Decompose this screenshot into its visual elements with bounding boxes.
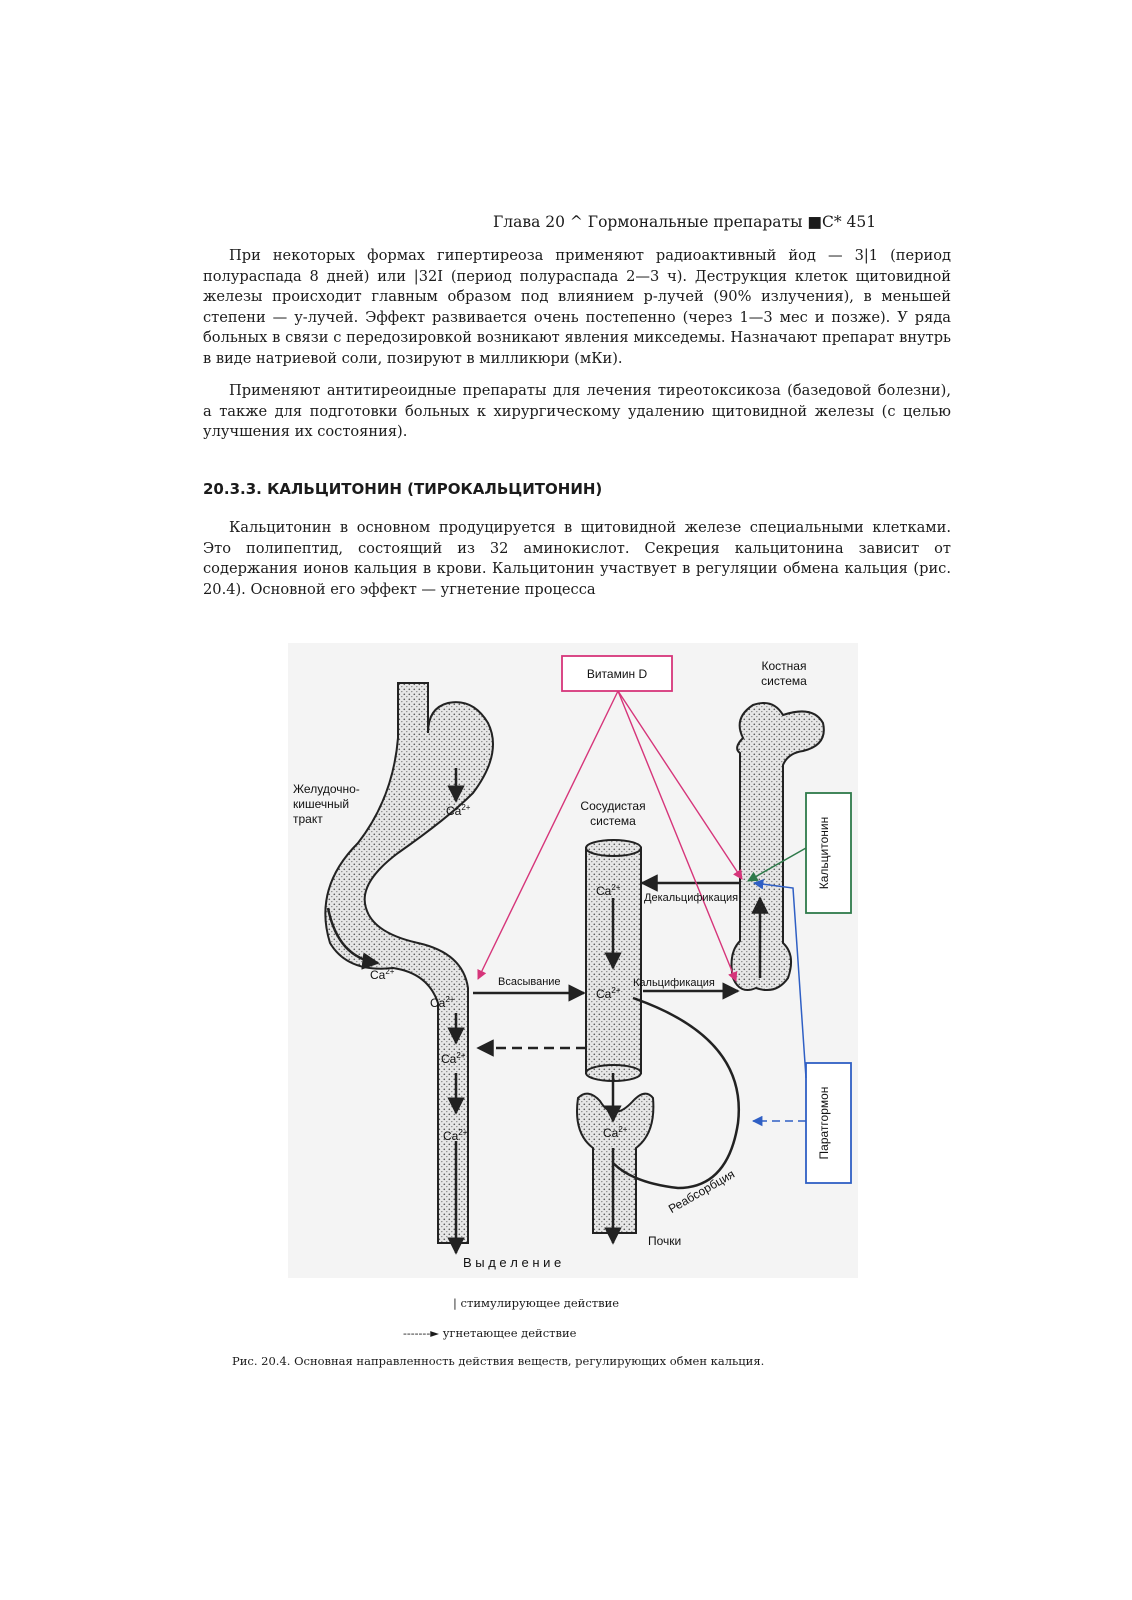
calcification-label: Кальцификация — [633, 977, 715, 989]
ca-label-vessel-top: $Ca^{2+}$ — [596, 883, 621, 898]
legend-inhibiting — [403, 1326, 576, 1340]
absorption-label: Всасывание — [498, 976, 561, 988]
parathormone-label: Паратгормон — [817, 1086, 831, 1160]
vascular-label-1: Сосудистая — [580, 799, 646, 813]
page-header: Глава 20 ^ Гормональные препараты ■С* 451 — [493, 213, 877, 231]
calcitonin-label: Кальцитонин — [817, 816, 831, 890]
bone-system-label-2: система — [761, 674, 807, 688]
ca-label-vessel-mid: $Ca^{2+}$ — [596, 986, 621, 1001]
paragraph-3-text: Кальцитонин в основном продуцируется в щитовидной железе специальными клетками. Это полипептид, состоящий из 32 аминокислот. Секреция кальцитонина зависит от содержания ионов кальция в крови. Кальцитонин участвует в регуляции обмена кальция (рис. 20.4). Основной его эффект — угнетение процесса — [203, 519, 951, 598]
excretion-label: В ы д е л е н и е — [463, 1255, 562, 1270]
kidneys-label: Почки — [648, 1234, 682, 1248]
ca-label-kidney: $Ca^{2+}$ — [603, 1125, 628, 1140]
paragraph-2 — [203, 381, 951, 443]
bone-system-label-1: Костная — [761, 659, 807, 673]
vitamin-d-label: Витамин D — [586, 667, 648, 681]
paragraph-2-text: Применяют антитиреоидные препараты для лечения тиреотоксикоза (базедовой болезни), а также для подготовки больных к хирургическому удалению щитовидной железы (с целью улучшения их состояния). — [203, 382, 951, 441]
vascular-label-2: система — [590, 814, 636, 828]
decalcification-label: Декальцификация — [644, 892, 739, 904]
gi-tract-label-3: тракт — [293, 812, 323, 826]
calcium-regulation-figure — [288, 643, 858, 1278]
legend-inhibiting-text: угнетающее действие — [442, 1326, 577, 1340]
figure-caption: Рис. 20.4. Основная направленность действия веществ, регулирующих обмен кальция. — [232, 1354, 765, 1368]
legend-inhibiting-marker: -------► — [403, 1326, 440, 1340]
section-title: 20.3.3. КАЛЬЦИТОНИН (ТИРОКАЛЬЦИТОНИН) — [203, 480, 603, 498]
ca-label-intestine-2: $Ca^{2+}$ — [430, 995, 455, 1010]
ca-label-intestine-3: $Ca^{2+}$ — [441, 1051, 466, 1066]
paragraph-1 — [203, 246, 951, 370]
legend-stimulating: | стимулирующее действие — [453, 1296, 620, 1310]
ca-label-stomach: $Ca^{2+}$ — [446, 803, 471, 818]
gi-tract-label-2: кишечный — [293, 797, 350, 811]
figure-diagram — [288, 643, 858, 1278]
gi-tract-label-1: Желудочно- — [293, 782, 360, 796]
reabsorption-label: Реабсорбция — [665, 1166, 738, 1216]
ca-label-intestine-4: $Ca^{2+}$ — [443, 1128, 468, 1143]
paragraph-1-text: При некоторых формах гипертиреоза применяют радиоактивный йод — 3|1 (период полураспада 8 дней) или |32I (период полураспада 2—3 ч). Деструкция клеток щитовидной железы происходит главным образом под влиянием р-лучей (90% излучения), в меньшей степени — у-лучей. Эффект развивается очень постепенно (через 1—3 мес и позже). У ряда больных в связи с передозировкой возникают явления микседемы. Назначают препарат внутрь в виде натриевой соли, позируют в милликюри (мКи). — [203, 247, 951, 367]
ca-label-intestine-1: $Ca^{2+}$ — [370, 967, 395, 982]
paragraph-3 — [203, 518, 951, 600]
